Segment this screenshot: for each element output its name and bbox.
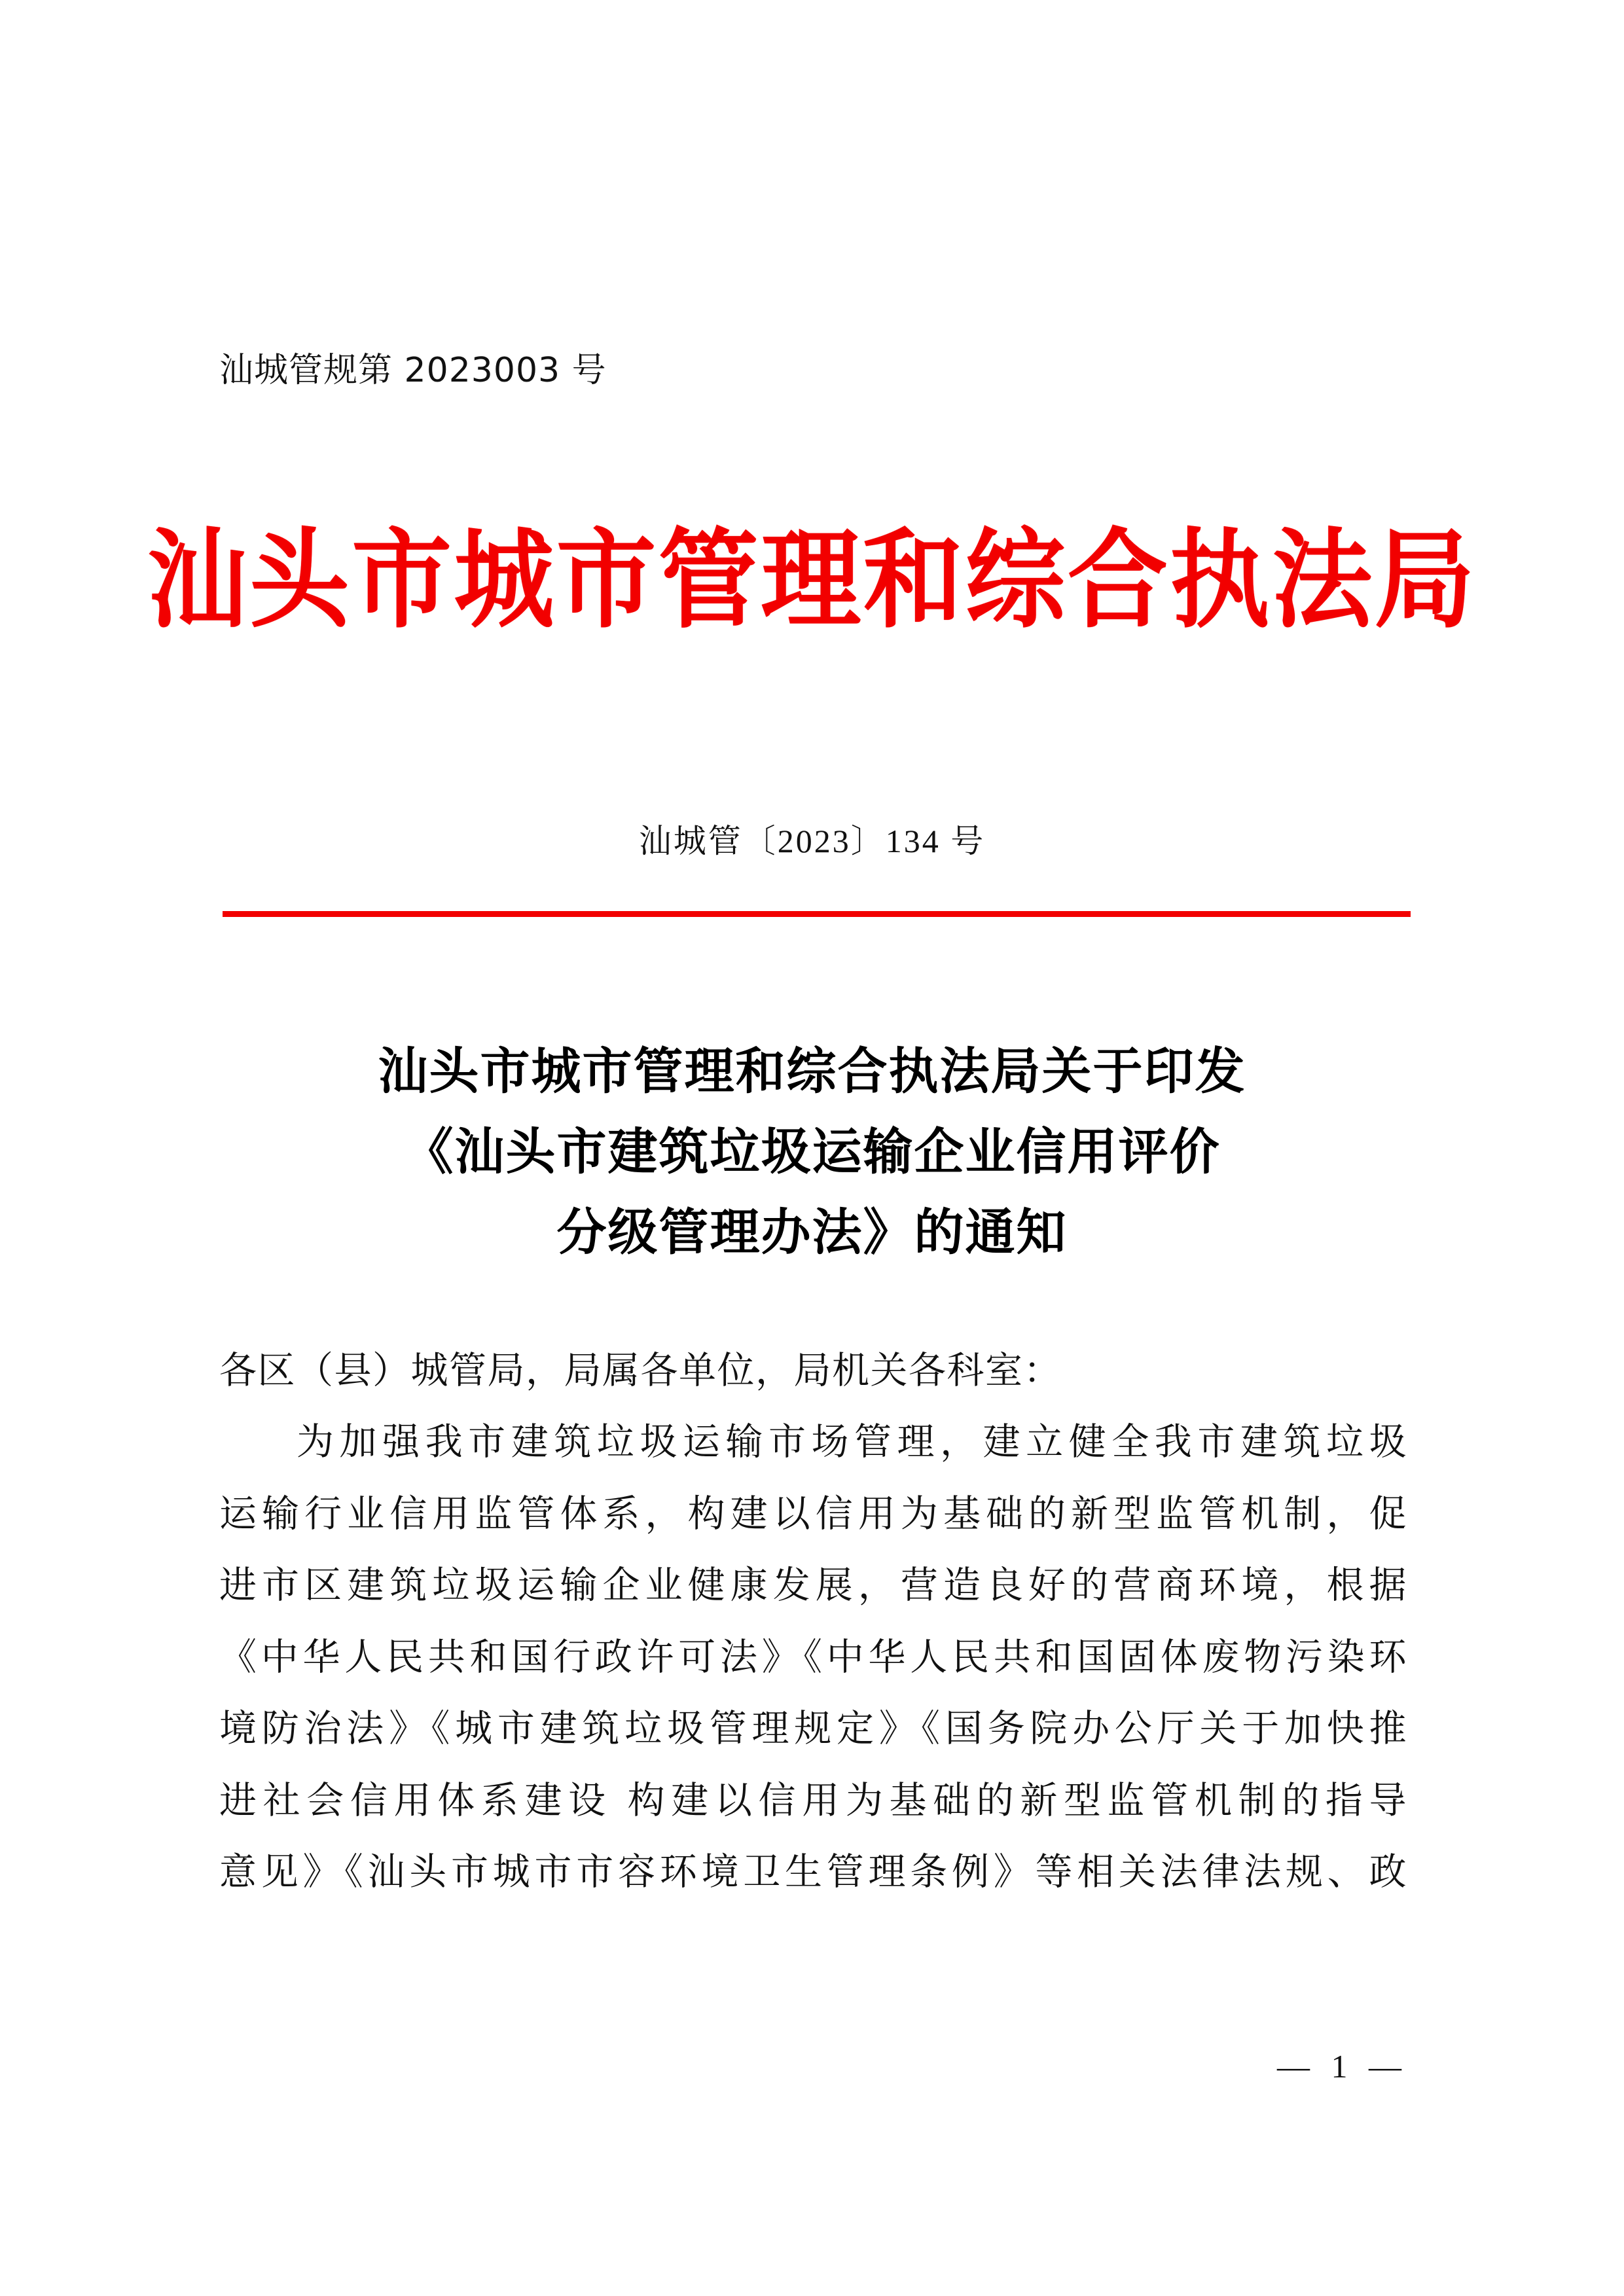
salutation: 各区（县）城管局，局属各单位，局机关各科室： [219, 1350, 1062, 1391]
body-line-5: 境防治法》《城市建筑垃圾管理规定》《国务院办公厅关于加快推 [219, 1708, 1407, 1750]
body-paragraph [219, 1407, 1407, 1908]
page-number: — 1 — [1277, 2048, 1408, 2085]
title-line-1: 汕头市城市管理和综合执法局关于印发 [378, 1042, 1246, 1100]
body-line-1: 为加强我市建筑垃圾运输市场管理，建立健全我市建筑垃圾 [297, 1422, 1407, 1463]
body-line-3: 进市区建筑垃圾运输企业健康发展，营造良好的营商环境，根据 [219, 1565, 1407, 1607]
title-line-3: 分级管理办法》的通知 [556, 1203, 1068, 1262]
issue-number: 汕城管〔2023〕134 号 [638, 823, 986, 859]
body-line-6: 进社会信用体系建设 构建以信用为基础的新型监管机制的指导 [219, 1780, 1407, 1821]
document-code: 汕城管规第 2023003 号 [219, 351, 607, 390]
body-line-7: 意见》《汕头市城市市容环境卫生管理条例》等相关法律法规、政 [219, 1852, 1407, 1893]
body-line-2: 运输行业信用监管体系，构建以信用为基础的新型监管机制，促 [219, 1493, 1407, 1535]
document-title [0, 1031, 1624, 1272]
body-line-4: 《中华人民共和国行政许可法》《中华人民共和国固体废物污染环 [219, 1636, 1407, 1678]
agency-masthead: 汕头市城市管理和综合执法局 [147, 516, 1477, 643]
red-divider-rule [223, 911, 1411, 917]
title-line-2: 《汕头市建筑垃圾运输企业信用评价 [403, 1122, 1221, 1181]
document-body [219, 1335, 1407, 1909]
